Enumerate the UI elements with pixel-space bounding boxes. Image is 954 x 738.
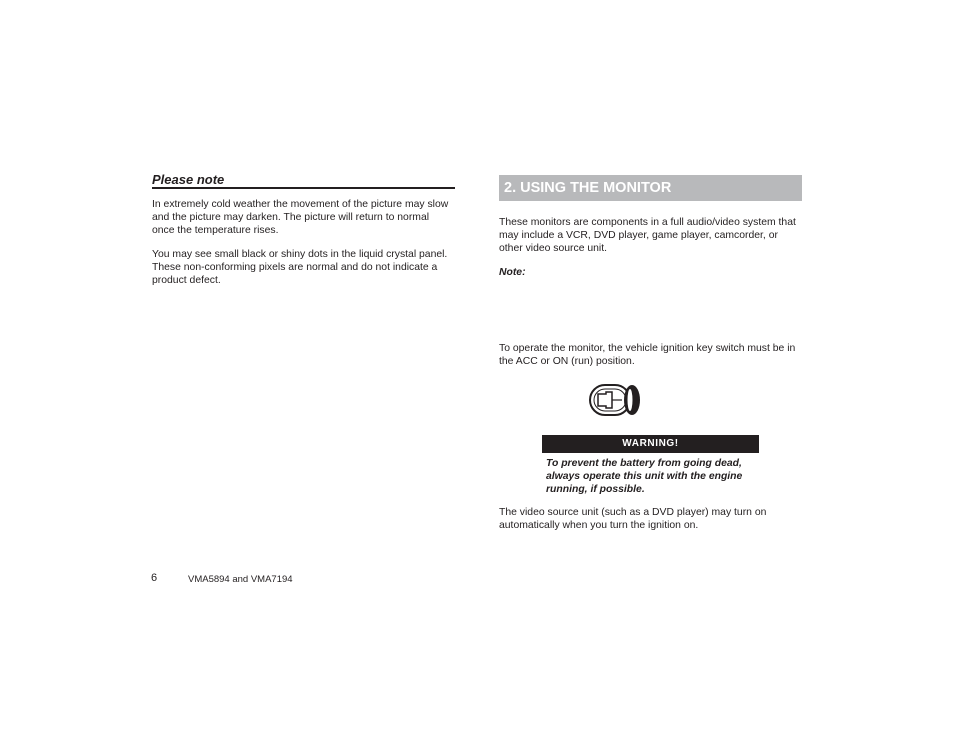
intro-paragraph: These monitors are components in a full audio/video system that may include a VCR, DVD player, game player, camcorder, or other video source unit. [499,217,796,254]
cold-weather-paragraph: In extremely cold weather the movement of the picture may slow and the picture may darken. The picture will return to normal once the temperature rises. [152,199,449,236]
page-number: 6 [151,572,158,584]
please-note-heading: Please note [152,172,455,189]
section-title: 2. USING THE MONITOR [504,180,672,196]
warning-label: WARNING! [542,435,759,453]
note-label: Note: [499,267,526,278]
closing-paragraph: The video source unit (such as a DVD player) may turn on automatically when you turn the ignition on. [499,507,767,531]
footer-doc-title: VMA5894 and VMA7194 [188,574,293,585]
operate-paragraph: To operate the monitor, the vehicle ignition key switch must be in the ACC or ON (run) position. [499,343,796,367]
warning-text: To prevent the battery from going dead, always operate this unit with the engine running, if possible. [546,458,743,495]
pixel-dots-paragraph: You may see small black or shiny dots in the liquid crystal panel. These non-conforming pixels are normal and do not indicate a product defect. [152,249,448,286]
ignition-key-icon [588,383,642,417]
section-header-bar [499,175,802,201]
